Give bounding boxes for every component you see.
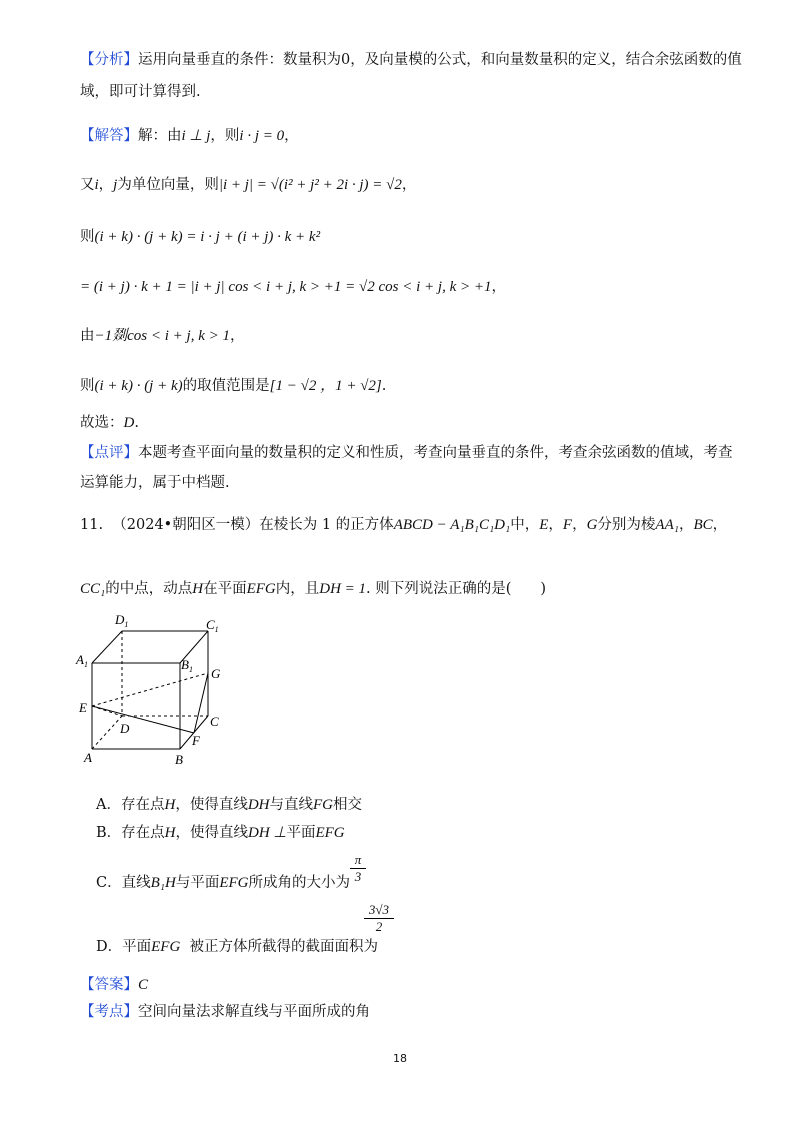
- math-expression: E: [539, 517, 549, 533]
- math-expression: |i + j| = √(i² + j² + 2i · j) = √2: [218, 177, 402, 193]
- analysis-text-2: 域，即可计算得到.: [80, 84, 201, 100]
- math-expression: DH: [247, 797, 270, 813]
- label-e: E: [79, 700, 87, 715]
- math-expression: (i + k) · (j + k) = i · j + (i + j) · k + k²: [94, 229, 321, 245]
- fraction-3root3-over-2: [364, 902, 394, 935]
- label-c1: $C_1$: [206, 617, 219, 634]
- solution-line-7: [80, 412, 139, 434]
- answer-line: [80, 974, 148, 996]
- math-expression: CC₁: [80, 581, 106, 597]
- edge-a1d1: [92, 631, 122, 663]
- solution-text: 为单位向量，则: [117, 177, 219, 193]
- solution-text: 又: [80, 177, 95, 193]
- math-expression: EFG: [315, 825, 345, 841]
- solution-text: ，: [401, 177, 417, 193]
- label-d1: $D_1$: [115, 612, 129, 629]
- solution-text: ，则: [210, 128, 240, 144]
- label-a: A: [84, 750, 92, 765]
- solution-text: ，: [229, 328, 245, 344]
- analysis-tag: 【分析】: [80, 52, 138, 68]
- solution-text: 由: [80, 328, 95, 344]
- comment-text: 本题考查平面向量的数量积的定义和性质，考查向量垂直的条件，考查余弦函数的值域，考查: [138, 445, 733, 461]
- option-text: ，使得直线: [175, 825, 248, 841]
- answer-tag: 【答案】: [80, 977, 138, 993]
- solution-text: ，: [491, 279, 506, 295]
- solution-text: 的取值范围是: [182, 378, 270, 394]
- math-expression: EFG: [246, 581, 276, 597]
- hidden-segment-eg: [92, 673, 208, 706]
- comment-text: 运算能力，属于中档题.: [80, 475, 230, 491]
- label-b1: $B_1$: [181, 657, 193, 674]
- option-text: 相交: [333, 797, 362, 813]
- option-label: A．: [96, 797, 121, 813]
- label-f: F: [192, 733, 200, 748]
- question-number: 11.: [80, 517, 104, 533]
- math-expression: ABCD − A₁B₁C₁D₁: [393, 517, 511, 533]
- math-expression: (i + k) · (j + k): [94, 378, 183, 394]
- key-point-text: 空间向量法求解直线与平面所成的角: [138, 1004, 370, 1020]
- question-text: （2024•朝阳区一模）在棱长为 1 的正方体: [112, 517, 394, 533]
- fraction-pi-over-3: [350, 852, 366, 885]
- math-expression: i · j = 0: [239, 128, 285, 144]
- solution-text: ，: [284, 128, 299, 144]
- option-d: [96, 936, 378, 958]
- math-expression: [1 − √2 ，1 + √2]: [269, 378, 382, 394]
- solution-text: .: [134, 415, 139, 431]
- answer-value: C: [138, 977, 149, 993]
- solution-line-3: [80, 226, 320, 248]
- solution-line-2: [80, 174, 416, 196]
- question-11-line-1: [80, 514, 727, 536]
- math-expression: j: [113, 177, 118, 193]
- comment-line-1: [80, 442, 733, 464]
- option-text: ，使得直线: [175, 797, 248, 813]
- question-text: 的中点，动点: [105, 581, 193, 597]
- solution-line-1: [80, 125, 299, 147]
- segment-ef: [92, 706, 194, 733]
- math-expression: H: [164, 825, 176, 841]
- math-expression: H: [192, 581, 204, 597]
- solution-text: ，: [98, 177, 114, 193]
- solution-text: 故选：: [80, 415, 124, 431]
- math-expression: i ⊥ j: [181, 128, 211, 144]
- math-expression: FG: [313, 797, 333, 813]
- math-expression: EFG: [219, 875, 249, 891]
- option-text: 存在点: [120, 797, 165, 813]
- solution-line-6: [80, 375, 386, 397]
- label-c: C: [210, 714, 219, 729]
- solution-line-5: [80, 325, 244, 347]
- option-c: [96, 872, 350, 894]
- math-expression: BC: [693, 517, 713, 533]
- analysis-line-1: [80, 49, 742, 71]
- solution-line-4: [80, 276, 506, 298]
- math-expression: H: [164, 797, 176, 813]
- math-expression: B₁H: [150, 875, 176, 891]
- key-point-line: [80, 1001, 370, 1023]
- math-expression: i: [94, 177, 99, 193]
- solution-text: .: [381, 378, 387, 394]
- math-expression: = (i + j) · k + 1 = |i + j| cos < i + j, k > +1 = √2 cos < i + j, k > +1: [80, 279, 492, 295]
- math-expression: F: [562, 517, 573, 533]
- solution-text: 解：由: [138, 128, 182, 144]
- option-text: 与直线: [269, 797, 313, 813]
- option-label: C．: [96, 875, 122, 891]
- analysis-text-1: 运用向量垂直的条件：数量积为0，及向量模的公式，和向量数量积的定义，结合余弦函数的值: [138, 52, 742, 68]
- question-text: ，: [712, 517, 728, 533]
- question-text: . 则下列说法正确的是: [366, 581, 506, 597]
- answer-blank: ( ): [505, 581, 547, 597]
- key-point-tag: 【考点】: [80, 1004, 138, 1020]
- math-expression: EFG: [151, 939, 181, 955]
- math-expression: −1剟cos < i + j, k > 1: [94, 328, 230, 344]
- solution-text: 则: [80, 229, 95, 245]
- option-text: 平面: [122, 939, 152, 955]
- question-text: 分别为棱: [597, 517, 656, 533]
- label-g: G: [211, 666, 221, 681]
- question-11-line-2: [80, 578, 546, 600]
- option-label: B．: [96, 825, 122, 841]
- math-expression: DH ⊥: [248, 825, 287, 841]
- fraction-numerator: π: [354, 852, 362, 867]
- label-d: D: [120, 721, 130, 736]
- cube-figure: [70, 608, 240, 768]
- option-text: 存在点: [121, 825, 165, 841]
- comment-line-2: [80, 472, 230, 494]
- fraction-denominator: 3: [350, 868, 366, 885]
- comment-tag: 【点评】: [80, 445, 138, 461]
- option-b: [96, 822, 345, 844]
- analysis-line-2: [80, 81, 201, 103]
- math-expression: DH = 1: [319, 581, 367, 597]
- page-number: 18: [393, 1052, 407, 1065]
- option-a: [96, 794, 362, 816]
- option-label: D．: [96, 939, 123, 955]
- solution-tag: 【解答】: [80, 128, 138, 144]
- option-text: 被正方体所截得的截面面积为: [189, 939, 379, 955]
- math-expression: D: [123, 415, 135, 431]
- option-text: 直线: [121, 875, 151, 891]
- option-text: 平面: [286, 825, 316, 841]
- math-expression: AA₁: [655, 517, 679, 533]
- fraction-denominator: 2: [364, 918, 394, 935]
- label-a1: $A_1$: [76, 652, 88, 669]
- option-text: 与平面: [175, 875, 220, 891]
- math-expression: G: [586, 517, 598, 533]
- question-text: ，: [678, 517, 694, 533]
- solution-text: 则: [80, 378, 95, 394]
- option-text: 所成角的大小为: [248, 875, 350, 891]
- question-text: 中，: [510, 517, 540, 533]
- question-text: 在平面: [203, 581, 247, 597]
- fraction-numerator: 3√3: [368, 902, 390, 917]
- hidden-edge-ad: [92, 716, 122, 749]
- question-text: ，: [548, 517, 563, 533]
- label-b: B: [175, 752, 183, 767]
- question-text: ，: [572, 517, 587, 533]
- question-text: 内，且: [275, 581, 320, 597]
